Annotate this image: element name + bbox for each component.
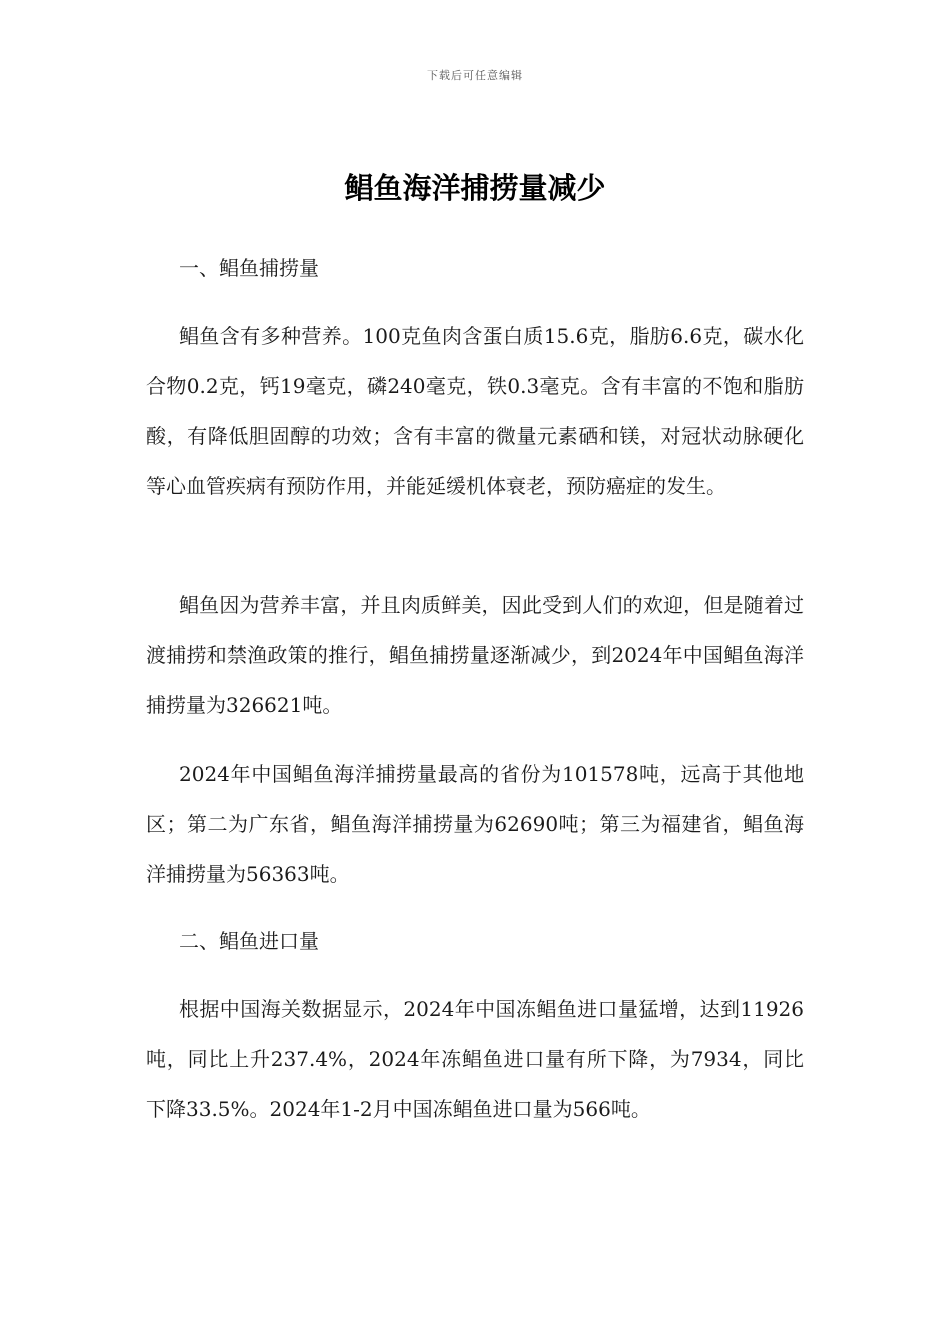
header-note: 下载后可任意编辑 bbox=[427, 69, 523, 82]
section-heading: 二、鲳鱼进口量 bbox=[179, 929, 319, 953]
paragraph-nutrition bbox=[146, 311, 804, 511]
paragraph: 根据中国海关数据显示，2024年中国冻鲳鱼进口量猛增，达到11926吨，同比上升237.4%，2024年冻鲳鱼进口量有所下降，为7934，同比下降33.5%。2024年1-2月中国冻鲳鱼进口量为566吨。 bbox=[146, 997, 804, 1121]
paragraph: 鲳鱼含有多种营养。100克鱼肉含蛋白质15.6克，脂肪6.6克，碳水化合物0.2克，钙19毫克，磷240毫克，铁0.3毫克。含有丰富的不饱和脂肪酸，有降低胆固醇的功效；含有丰富的微量元素硒和镁，对冠状动脉硬化等心血管疾病有预防作用，并能延缓机体衰老，预防癌症的发生。 bbox=[146, 324, 804, 498]
paragraph-catch-decline bbox=[146, 580, 804, 730]
paragraph: 2024年中国鲳鱼海洋捕捞量最高的省份为101578吨，远高于其他地区；第二为广东省，鲳鱼海洋捕捞量为62690吨；第三为福建省，鲳鱼海洋捕捞量为56363吨。 bbox=[146, 762, 804, 886]
document-title: 鲳鱼海洋捕捞量减少 bbox=[344, 171, 606, 205]
paragraph-import-volume bbox=[146, 984, 804, 1134]
section-heading-catch bbox=[146, 253, 804, 283]
section-heading-import bbox=[146, 926, 804, 956]
paragraph-province-ranking bbox=[146, 749, 804, 899]
section-heading: 一、鲳鱼捕捞量 bbox=[179, 256, 319, 280]
paragraph: 鲳鱼因为营养丰富，并且肉质鲜美，因此受到人们的欢迎，但是随着过渡捕捞和禁渔政策的推行，鲳鱼捕捞量逐渐减少，到2024年中国鲳鱼海洋捕捞量为326621吨。 bbox=[146, 593, 804, 717]
